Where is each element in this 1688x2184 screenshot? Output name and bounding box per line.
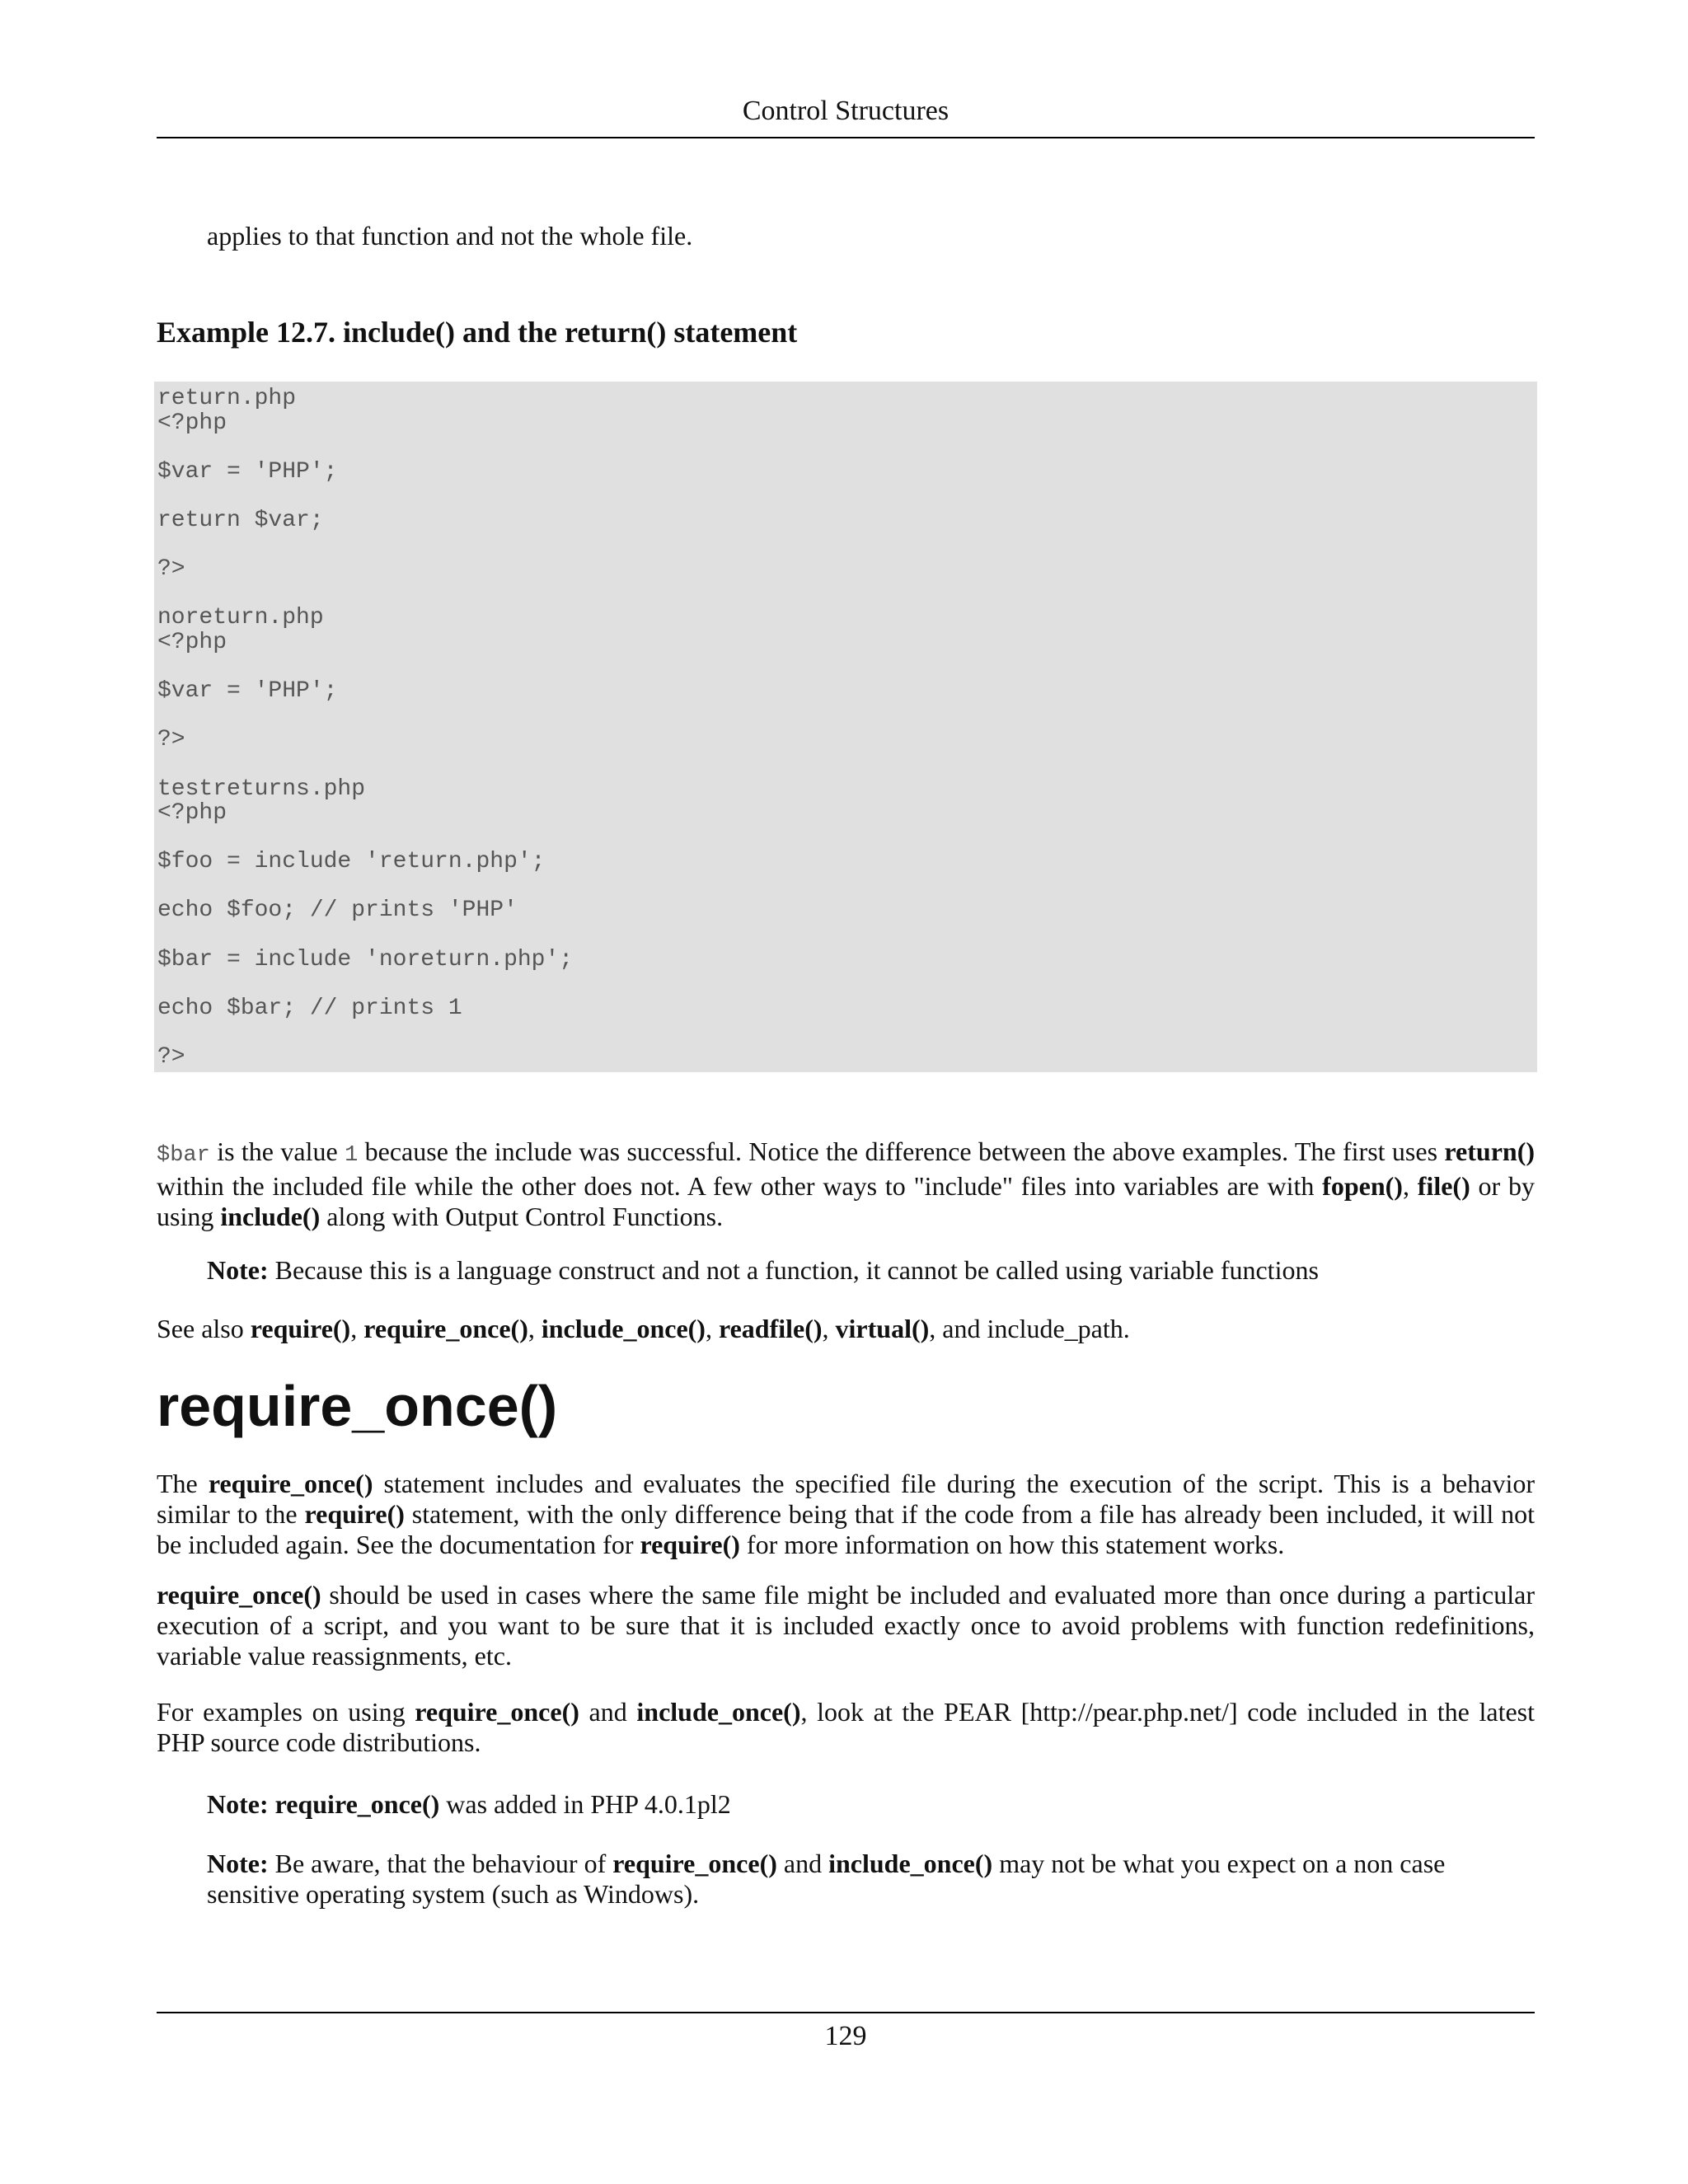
text-span: within the included file while the other does not. A few other ways to "include" files into variables are with — [157, 1171, 1323, 1201]
running-header: Control Structures — [742, 96, 950, 126]
function-name: require_once() — [363, 1314, 528, 1343]
paragraph-require-once-usage — [157, 1580, 1535, 1671]
text-span: , and include_path. — [929, 1314, 1130, 1343]
code-line — [157, 704, 1537, 729]
code-line — [157, 655, 1537, 680]
inline-code-bar: $bar — [157, 1143, 210, 1168]
inline-code-one: 1 — [345, 1143, 359, 1168]
section-title: require_once() — [157, 1374, 558, 1438]
code-line — [157, 582, 1537, 607]
function-name: fopen() — [1322, 1171, 1403, 1201]
text-span: because the include was successful. Notice the difference between the above examples. The first uses — [358, 1137, 1445, 1166]
text-span: , — [705, 1314, 719, 1343]
code-line — [157, 1020, 1537, 1045]
text-span: statement, with the only difference being that if the code from a file has already been included, it will not be included again. See the documentation for — [157, 1499, 1536, 1559]
function-name: require() — [250, 1314, 351, 1343]
function-name: include_once() — [636, 1697, 801, 1727]
header-rule — [157, 137, 1535, 138]
text-span: , look at the PEAR [http://pear.php.net/] code included in the latest PHP source code distributions. — [157, 1697, 1535, 1757]
note-label: Note: — [207, 1789, 269, 1819]
code-line — [157, 533, 1537, 558]
text-span: The — [157, 1469, 209, 1498]
code-line: echo $bar; // prints 1 — [157, 995, 462, 1021]
page-number: 129 — [824, 2021, 867, 2051]
code-line — [157, 923, 1537, 948]
code-line: ?> — [157, 1044, 185, 1071]
code-line: <?php — [157, 629, 227, 655]
text-span: For examples on using — [157, 1697, 415, 1727]
note-language-construct — [207, 1255, 1535, 1286]
text-span: statement includes and evaluates the specified file during the execution of the script. This is a behavior similar to the — [157, 1469, 1536, 1529]
see-also-line — [157, 1314, 1535, 1344]
text-span: for more information on how this statement works. — [739, 1530, 1285, 1559]
code-line — [157, 484, 1537, 509]
text-span: or by using — [157, 1171, 1536, 1231]
code-line: testreturns.php — [157, 776, 366, 802]
code-line: <?php — [157, 410, 227, 436]
text-span: along with Output Control Functions. — [320, 1202, 724, 1231]
code-line — [157, 826, 1537, 851]
code-line — [157, 972, 1537, 996]
intro-fragment: applies to that function and not the whole file. — [207, 221, 693, 251]
function-name: include_once() — [828, 1849, 993, 1878]
function-name: require_once() — [208, 1469, 373, 1498]
code-line: $var = 'PHP'; — [157, 458, 338, 485]
code-line — [157, 874, 1537, 899]
text-span: , — [1402, 1171, 1418, 1201]
code-line: $var = 'PHP'; — [157, 678, 338, 705]
function-name: require_once() — [157, 1580, 321, 1610]
text-span: should be used in cases where the same file might be included and evaluated more than once during a particular execution of a script, and you want to be sure that it is included exactly once to avoid problems with function redefinitions, variable value reassignments, etc. — [157, 1580, 1535, 1671]
code-line: ?> — [157, 556, 185, 583]
text-span: may not be what you expect on a non case sensitive operating system (such as Windows). — [207, 1849, 1446, 1909]
function-name: require() — [640, 1530, 740, 1559]
code-line: $bar = include 'noreturn.php'; — [157, 946, 574, 972]
text-span: Because this is a language construct and not a function, it cannot be called using variable functions — [268, 1255, 1319, 1285]
function-name: require_once() — [612, 1849, 777, 1878]
code-line: return $var; — [157, 507, 324, 533]
function-name: virtual() — [835, 1314, 930, 1343]
function-name: file() — [1417, 1171, 1470, 1201]
code-line: noreturn.php — [157, 605, 324, 631]
function-name: require_once() — [415, 1697, 579, 1727]
footer-rule — [157, 2012, 1535, 2013]
text-span: and — [579, 1697, 637, 1727]
function-name: return() — [1444, 1137, 1536, 1166]
code-line: <?php — [157, 800, 227, 827]
code-line: echo $foo; // prints 'PHP' — [157, 898, 518, 924]
function-name: require_once() — [268, 1789, 440, 1819]
note-label: Note: — [207, 1255, 269, 1285]
function-name: require() — [304, 1499, 405, 1529]
note-added-version — [207, 1789, 1535, 1820]
note-label: Note: — [207, 1849, 269, 1878]
text-span: and — [776, 1849, 829, 1878]
text-span: , — [350, 1314, 364, 1343]
code-line — [157, 752, 1537, 777]
code-line: $foo = include 'return.php'; — [157, 849, 546, 875]
text-span: Be aware, that the behaviour of — [268, 1849, 613, 1878]
function-name: include_once() — [541, 1314, 706, 1343]
function-name: readfile() — [718, 1314, 823, 1343]
function-name: include() — [220, 1202, 321, 1231]
paragraph-bar-explanation — [157, 1137, 1535, 1232]
note-case-sensitivity — [207, 1849, 1493, 1910]
text-span: is the value — [209, 1137, 345, 1166]
code-line: ?> — [157, 727, 185, 753]
paragraph-require-once-examples — [157, 1697, 1535, 1758]
example-title: Example 12.7. include() and the return() statement — [157, 316, 798, 349]
code-line: return.php — [157, 386, 297, 411]
code-line — [157, 435, 1537, 460]
text-span: was added in PHP 4.0.1pl2 — [439, 1789, 731, 1819]
text-span: , — [528, 1314, 542, 1343]
code-block — [154, 382, 1537, 1072]
text-span: See also — [157, 1314, 251, 1343]
paragraph-require-once-intro — [157, 1469, 1535, 1560]
text-span: , — [822, 1314, 836, 1343]
